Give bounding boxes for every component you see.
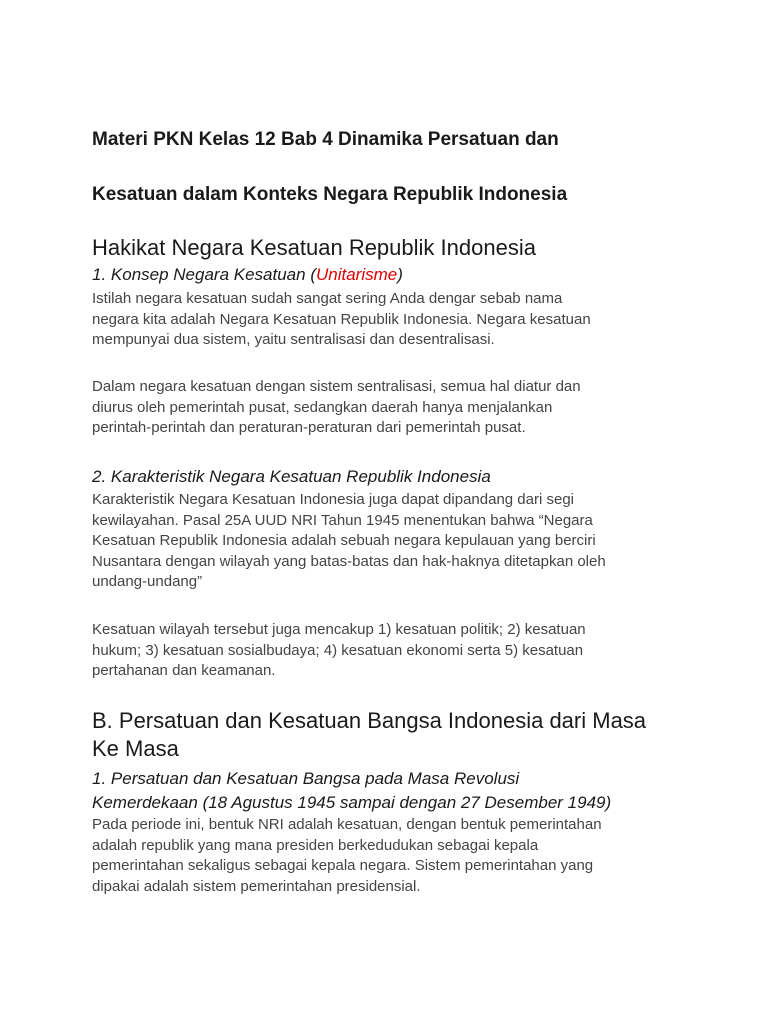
paragraph-line: kewilayahan. Pasal 25A UUD NRI Tahun 1945 menentukan bahwa “Negara [92, 511, 593, 529]
paragraph-line: Dalam negara kesatuan dengan sistem sentralisasi, semua hal diatur dan [92, 378, 581, 395]
paragraph-line: negara kita adalah Negara Kesatuan Republik Indonesia. Negara kesatuan [92, 310, 591, 328]
paragraph-line: Kesatuan Republik Indonesia adalah sebuah negara kepulauan yang berciri [92, 532, 596, 549]
subheading-prefix: 1. Konsep Negara Kesatuan ( [92, 265, 316, 284]
paragraph-istilah [92, 289, 667, 351]
paragraph-line: pemerintahan sekaligus sebagai kepala negara. Sistem pemerintahan yang [92, 857, 594, 874]
paragraph-kesatuan-wilayah [92, 620, 667, 682]
subheading-line: 1. Persatuan dan Kesatuan Bangsa pada Masa Revolusi [92, 769, 520, 788]
paragraph-line: diurus oleh pemerintah pusat, sedangkan daerah hanya menjalankan [92, 398, 553, 416]
heading-line: Ke Masa [92, 736, 179, 761]
paragraph-line: hukum; 3) kesatuan sosialbudaya; 4) kesatuan ekonomi serta 5) kesatuan [92, 641, 584, 659]
paragraph-line: Pada periode ini, bentuk NRI adalah kesatuan, dengan bentuk pemerintahan [92, 816, 602, 833]
paragraph-karakteristik [92, 490, 667, 593]
subheading-line: Kemerdekaan (18 Agustus 1945 sampai dengan 27 Desember 1949) [92, 793, 612, 812]
paragraph-line: undang-undang” [92, 573, 203, 590]
subheading-suffix: ) [397, 265, 403, 284]
paragraph-sentralisasi [92, 377, 667, 439]
paragraph-line: perintah-perintah dan peraturan-peraturan dari pemerintah pusat. [92, 419, 526, 436]
subheading-karakteristik: 2. Karakteristik Negara Kesatuan Republik Indonesia [92, 467, 491, 486]
subheading-konsep-negara-kesatuan [92, 264, 403, 286]
paragraph-periode [92, 815, 667, 897]
heading-line: B. Persatuan dan Kesatuan Bangsa Indonesia dari Masa [92, 708, 647, 733]
section-heading-persatuan [92, 707, 692, 763]
section-heading-hakikat: Hakikat Negara Kesatuan Republik Indonesia [92, 235, 536, 260]
paragraph-line: mempunyai dua sistem, yaitu sentralisasi dan desentralisasi. [92, 331, 495, 348]
paragraph-line: adalah republik yang mana presiden berkedudukan sebagai kepala [92, 836, 539, 854]
paragraph-line: Karakteristik Negara Kesatuan Indonesia juga dapat dipandang dari segi [92, 491, 574, 508]
paragraph-line: Nusantara dengan wilayah yang batas-batas dan hak-haknya ditetapkan oleh [92, 552, 606, 570]
subheading-masa-revolusi [92, 767, 692, 815]
paragraph-line: pertahanan dan keamanan. [92, 662, 276, 679]
paragraph-line: Kesatuan wilayah tersebut juga mencakup 1) kesatuan politik; 2) kesatuan [92, 621, 586, 638]
paragraph-line: Istilah negara kesatuan sudah sangat sering Anda dengar sebab nama [92, 290, 563, 307]
highlight-unitarisme: Unitarisme [315, 265, 398, 284]
document-title-line-1: Materi PKN Kelas 12 Bab 4 Dinamika Persatuan dan [92, 129, 559, 150]
document-title-line-2: Kesatuan dalam Konteks Negara Republik Indonesia [92, 184, 568, 205]
paragraph-line: dipakai adalah sistem pemerintahan presidensial. [92, 877, 421, 895]
